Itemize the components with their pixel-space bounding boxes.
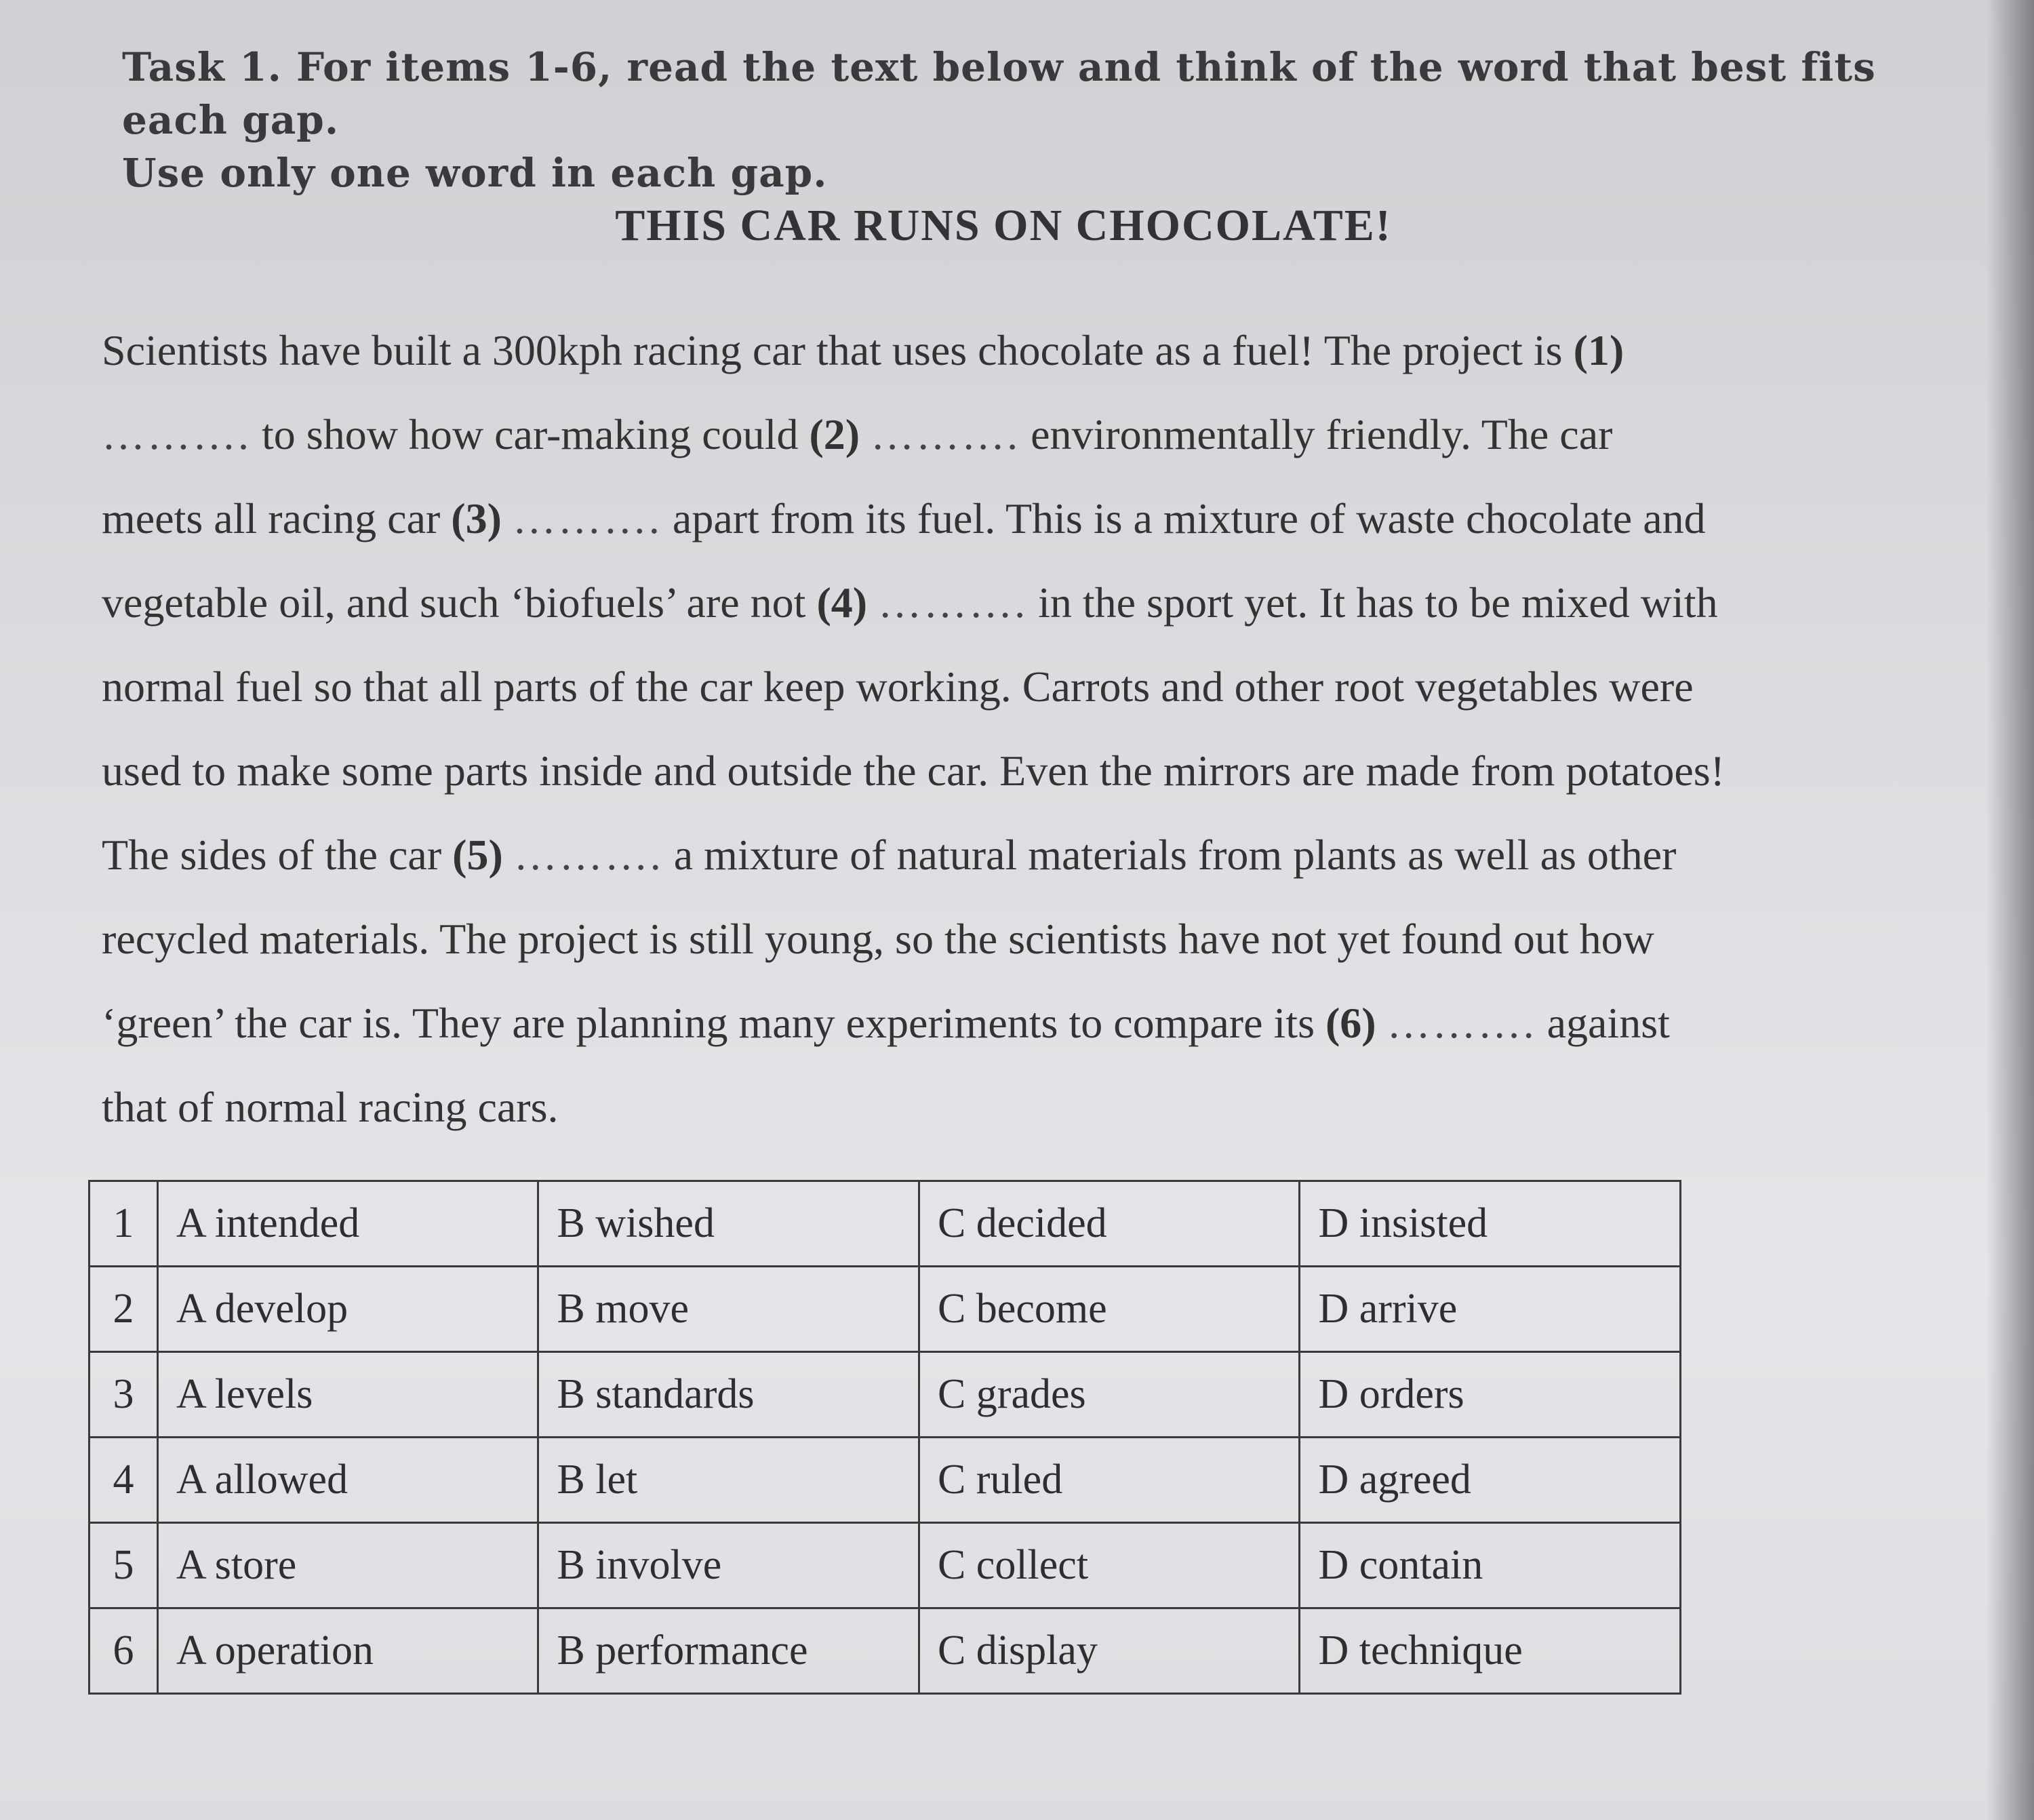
options-row-5 <box>89 1523 1681 1608</box>
item-number: 5 <box>89 1523 158 1608</box>
passage-text-segment: vegetable oil, and such ‘biofuels’ are not <box>102 578 817 627</box>
passage-title: THIS CAR RUNS ON CHOCOLATE! <box>615 201 1392 250</box>
gap-number-5: (5) <box>452 831 503 879</box>
options-row-6 <box>89 1608 1681 1694</box>
options-row-3 <box>89 1352 1681 1438</box>
option-d: D contain <box>1300 1523 1681 1608</box>
passage-text-segment: in the sport yet. It has to be mixed with <box>1027 578 1718 627</box>
passage-text-segment: apart from its fuel. This is a mixture of waste chocolate and <box>661 494 1706 542</box>
option-d: D insisted <box>1300 1181 1681 1267</box>
passage-text-segment: against <box>1536 999 1670 1047</box>
option-a: A store <box>157 1523 538 1608</box>
item-number: 2 <box>89 1267 158 1352</box>
item-number: 3 <box>89 1352 158 1438</box>
task-instruction-line-1: Task 1. For items 1-6, read the text below and think of the word that best fits each gap. <box>122 44 1876 143</box>
option-d: D orders <box>1300 1352 1681 1438</box>
option-b: B performance <box>538 1608 919 1694</box>
passage-line-6: used to make some parts inside and outside the car. Even the mirrors are made from potatoes! <box>102 747 1725 795</box>
passage-text-segment: meets all racing car <box>102 494 452 542</box>
option-d: D technique <box>1300 1608 1681 1694</box>
option-c: C display <box>919 1608 1300 1694</box>
task-instructions <box>122 41 1926 199</box>
passage-line-3 <box>102 477 1919 561</box>
gap-number-1: (1) <box>1573 326 1624 374</box>
answer-options-table <box>88 1180 1681 1695</box>
option-a: A intended <box>157 1181 538 1267</box>
gap-number-2: (2) <box>809 410 860 458</box>
item-number: 4 <box>89 1438 158 1523</box>
option-b: B wished <box>538 1181 919 1267</box>
option-d: D agreed <box>1300 1438 1681 1523</box>
options-row-4 <box>89 1438 1681 1523</box>
passage-line-8: recycled materials. The project is still young, so the scientists have not yet found out how <box>102 915 1654 963</box>
option-a: A allowed <box>157 1438 538 1523</box>
option-b: B move <box>538 1267 919 1352</box>
item-number: 6 <box>89 1608 158 1694</box>
passage-line-9 <box>102 981 1919 1065</box>
option-a: A operation <box>157 1608 538 1694</box>
passage-text-segment: environmentally friendly. The car <box>1020 410 1613 458</box>
option-c: C collect <box>919 1523 1300 1608</box>
option-b: B let <box>538 1438 919 1523</box>
options-row-1 <box>89 1181 1681 1267</box>
option-b: B standards <box>538 1352 919 1438</box>
passage-text-segment: to show how car-making could <box>251 410 810 458</box>
passage-text-segment: ‘green’ the car is. They are planning many experiments to compare its <box>102 999 1325 1047</box>
passage-line-10: that of normal racing cars. <box>102 1083 559 1131</box>
gap-number-6: (6) <box>1325 999 1376 1047</box>
gap-blank-3: ………. <box>512 494 662 542</box>
passage-text-segment: a mixture of natural materials from plants as well as other <box>662 831 1677 879</box>
gap-blank-4: ………. <box>878 578 1028 627</box>
passage-line-4 <box>102 561 1919 645</box>
gap-blank-6: ………. <box>1387 999 1536 1047</box>
passage-line-5: normal fuel so that all parts of the car keep working. Carrots and other root vegetables were <box>102 662 1694 711</box>
passage-line-2 <box>102 393 1919 477</box>
option-b: B involve <box>538 1523 919 1608</box>
passage-text <box>102 309 1919 1149</box>
option-c: C ruled <box>919 1438 1300 1523</box>
task-instruction-line-2: Use only one word in each gap. <box>122 150 828 196</box>
passage-line-1 <box>102 309 1919 393</box>
option-c: C decided <box>919 1181 1300 1267</box>
gap-blank-1: ………. <box>102 410 251 458</box>
option-c: C grades <box>919 1352 1300 1438</box>
gap-number-3: (3) <box>451 494 502 542</box>
page-shadow-edge <box>1987 0 2034 1820</box>
option-a: A levels <box>157 1352 538 1438</box>
gap-blank-5: ………. <box>513 831 663 879</box>
worksheet <box>102 27 1932 1790</box>
option-a: A develop <box>157 1267 538 1352</box>
passage-line-7 <box>102 813 1919 897</box>
options-row-2 <box>89 1267 1681 1352</box>
passage-text-segment: The sides of the car <box>102 831 453 879</box>
item-number: 1 <box>89 1181 158 1267</box>
option-c: C become <box>919 1267 1300 1352</box>
passage-text-segment: Scientists have built a 300kph racing car that uses chocolate as a fuel! The project is <box>102 326 1574 374</box>
option-d: D arrive <box>1300 1267 1681 1352</box>
gap-blank-2: ………. <box>871 410 1020 458</box>
gap-number-4: (4) <box>816 578 868 627</box>
